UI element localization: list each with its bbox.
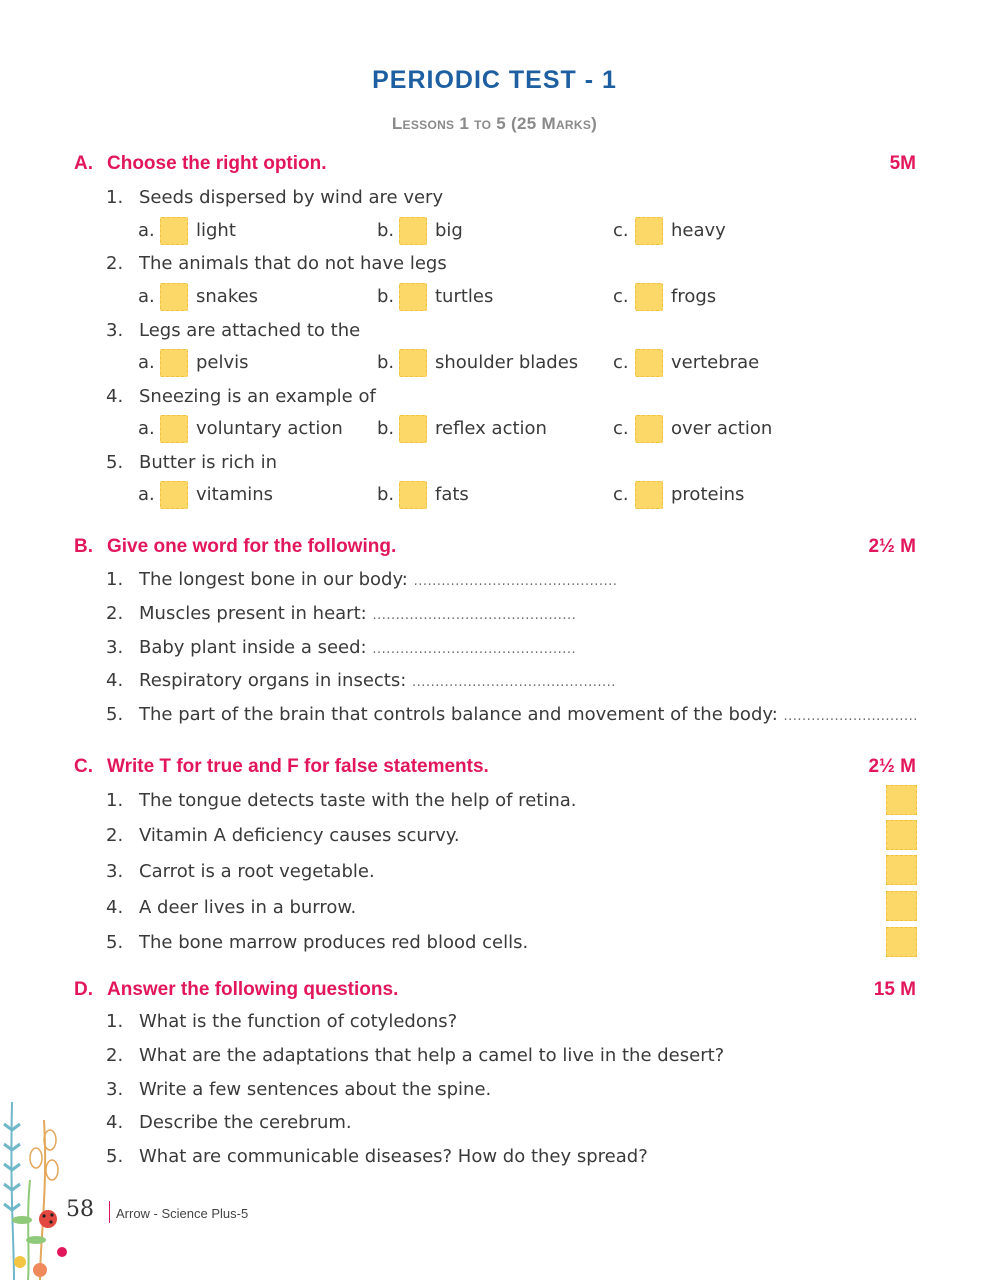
option-label: c. <box>613 286 629 307</box>
answer-box[interactable] <box>160 481 188 509</box>
page-subtitle: Lessons 1 to 5 (25 Marks) <box>391 114 598 133</box>
option-label: b. <box>377 352 395 373</box>
question-text: Respiratory organs in insects: <box>139 670 407 691</box>
section-marks: 5M <box>889 153 916 174</box>
question-number: 3. <box>106 320 124 341</box>
page-title: PERIODIC TEST - 1 <box>372 66 617 94</box>
option-label: c. <box>613 418 629 439</box>
page-number: 58 <box>66 1197 94 1222</box>
option-text: heavy <box>671 220 726 241</box>
answer-box[interactable] <box>399 217 427 245</box>
question-text: The bone marrow produces red blood cells. <box>139 932 529 953</box>
section-marks: 2½ M <box>868 756 916 777</box>
answer-box[interactable] <box>635 217 663 245</box>
option-text: reflex action <box>435 418 547 439</box>
answer-box[interactable] <box>399 283 427 311</box>
option-label: b. <box>377 484 395 505</box>
question-number: 5. <box>106 452 124 473</box>
question-body <box>139 637 576 658</box>
option-text: light <box>196 220 236 241</box>
option-text: snakes <box>196 286 259 307</box>
question-number: 4. <box>106 897 124 918</box>
answer-box[interactable] <box>635 481 663 509</box>
question-number: 5. <box>106 932 124 953</box>
section-b-heading <box>74 536 916 560</box>
option-label: a. <box>138 220 155 241</box>
answer-blank[interactable]: ............................................ <box>372 608 577 623</box>
answer-box[interactable] <box>160 283 188 311</box>
question-text: What are the adaptations that help a camel to live in the desert? <box>139 1045 725 1066</box>
option-text: fats <box>435 484 469 505</box>
question-text: The tongue detects taste with the help of retina. <box>139 790 577 811</box>
answer-blank[interactable]: ............................. <box>783 709 918 724</box>
question-body <box>139 569 617 590</box>
question-text: The part of the brain that controls balance and movement of the body: <box>139 704 778 725</box>
footer-divider <box>109 1201 110 1223</box>
answer-box[interactable] <box>160 217 188 245</box>
option-text: vertebrae <box>671 352 760 373</box>
question-number: 4. <box>106 670 124 691</box>
question-text: Muscles present in heart: <box>139 603 367 624</box>
question-text: Carrot is a root vegetable. <box>139 861 375 882</box>
option-text: shoulder blades <box>435 352 579 373</box>
option-label: c. <box>613 352 629 373</box>
question-number: 2. <box>106 1045 124 1066</box>
answer-box[interactable] <box>635 349 663 377</box>
question-body <box>139 603 576 624</box>
option-label: c. <box>613 220 629 241</box>
section-title: Answer the following questions. <box>107 979 399 1000</box>
question-text: Write a few sentences about the spine. <box>139 1079 492 1100</box>
answer-box[interactable] <box>160 349 188 377</box>
answer-blank[interactable]: ............................................ <box>372 642 577 657</box>
section-title: Give one word for the following. <box>107 536 397 557</box>
question-text: Legs are attached to the <box>139 320 361 341</box>
section-letter: A. <box>74 153 93 174</box>
question-number: 2. <box>106 253 124 274</box>
section-letter: C. <box>74 756 93 777</box>
question-text: Vitamin A deficiency causes scurvy. <box>139 825 460 846</box>
section-title: Write T for true and F for false statements. <box>107 756 489 777</box>
book-title: Arrow - Science Plus-5 <box>116 1206 249 1221</box>
question-number: 3. <box>106 1079 124 1100</box>
question-text: What is the function of cotyledons? <box>139 1011 458 1032</box>
question-number: 1. <box>106 1011 124 1032</box>
question-number: 1. <box>106 187 124 208</box>
question-number: 3. <box>106 637 124 658</box>
question-number: 1. <box>106 790 124 811</box>
question-number: 4. <box>106 1112 124 1133</box>
answer-box[interactable] <box>886 855 917 885</box>
answer-box[interactable] <box>399 415 427 443</box>
question-body <box>139 704 918 725</box>
answer-blank[interactable]: ............................................ <box>412 675 616 690</box>
option-label: a. <box>138 352 155 373</box>
question-text: Describe the cerebrum. <box>139 1112 352 1133</box>
question-text: Seeds dispersed by wind are very <box>139 187 444 208</box>
question-number: 2. <box>106 603 124 624</box>
option-label: b. <box>377 220 395 241</box>
option-text: over action <box>671 418 773 439</box>
option-label: b. <box>377 286 395 307</box>
question-number: 4. <box>106 386 124 407</box>
question-text: Butter is rich in <box>139 452 278 473</box>
question-number: 3. <box>106 861 124 882</box>
question-text: A deer lives in a burrow. <box>139 897 357 918</box>
option-label: a. <box>138 286 155 307</box>
question-number: 2. <box>106 825 124 846</box>
answer-box[interactable] <box>399 349 427 377</box>
answer-box[interactable] <box>886 891 917 921</box>
option-text: proteins <box>671 484 745 505</box>
answer-box[interactable] <box>886 820 917 850</box>
option-text: voluntary action <box>196 418 343 439</box>
option-label: c. <box>613 484 629 505</box>
option-label: b. <box>377 418 395 439</box>
question-text: Baby plant inside a seed: <box>139 637 367 658</box>
answer-box[interactable] <box>886 927 917 957</box>
option-text: turtles <box>435 286 494 307</box>
section-a-heading <box>74 153 916 177</box>
answer-box[interactable] <box>635 283 663 311</box>
option-text: frogs <box>671 286 717 307</box>
question-text: Sneezing is an example of <box>139 386 376 407</box>
section-letter: B. <box>74 536 93 557</box>
question-body <box>139 670 616 691</box>
question-number: 1. <box>106 569 124 590</box>
option-text: big <box>435 220 463 241</box>
option-text: pelvis <box>196 352 249 373</box>
option-label: a. <box>138 418 155 439</box>
option-label: a. <box>138 484 155 505</box>
answer-box[interactable] <box>635 415 663 443</box>
answer-box[interactable] <box>886 785 917 815</box>
option-text: vitamins <box>196 484 274 505</box>
section-c-heading <box>74 756 916 780</box>
question-number: 5. <box>106 1146 124 1167</box>
section-title: Choose the right option. <box>107 153 327 174</box>
answer-box[interactable] <box>399 481 427 509</box>
section-d-heading <box>74 979 916 1003</box>
question-text: The longest bone in our body: <box>139 569 408 590</box>
section-marks: 15 M <box>873 979 916 1000</box>
section-letter: D. <box>74 979 93 1000</box>
question-number: 5. <box>106 704 124 725</box>
question-text: What are communicable diseases? How do they spread? <box>139 1146 648 1167</box>
section-marks: 2½ M <box>868 536 916 557</box>
answer-blank[interactable]: ............................................ <box>413 574 618 589</box>
plant-decoration-icon <box>0 1100 80 1280</box>
answer-box[interactable] <box>160 415 188 443</box>
question-text: The animals that do not have legs <box>139 253 447 274</box>
